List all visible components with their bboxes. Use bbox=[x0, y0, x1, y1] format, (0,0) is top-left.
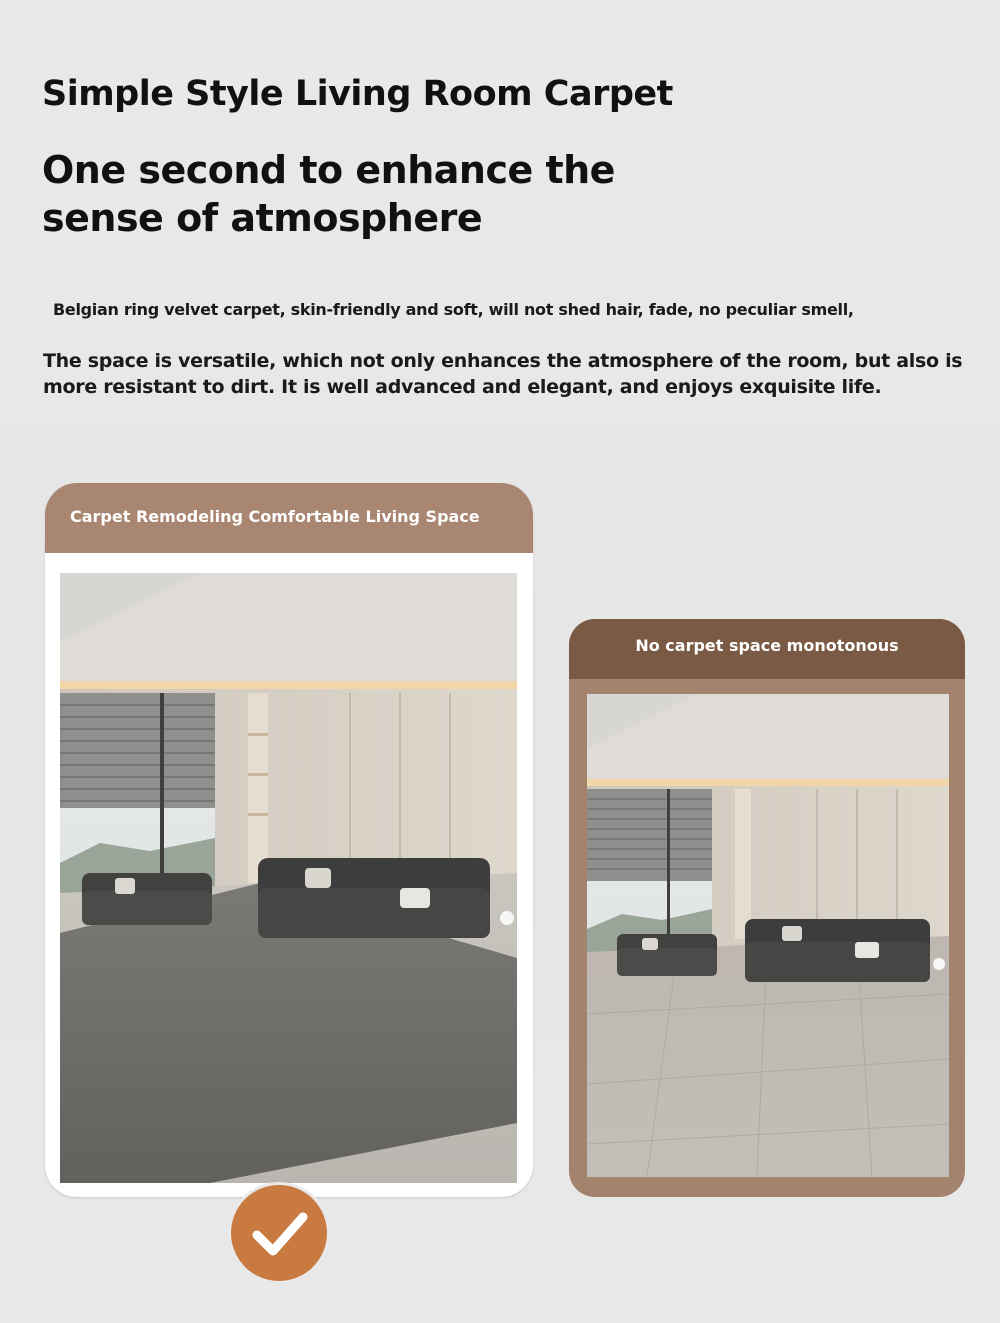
checkmark-badge bbox=[228, 1182, 330, 1284]
checkmark-icon bbox=[231, 1185, 327, 1281]
page-title: Simple Style Living Room Carpet bbox=[42, 74, 673, 114]
without-carpet-card bbox=[569, 619, 965, 1197]
with-carpet-label: Carpet Remodeling Comfortable Living Space bbox=[70, 507, 480, 526]
room-with-carpet-image bbox=[60, 573, 517, 1183]
description-line-1: Belgian ring velvet carpet, skin-friendly and soft, will not shed hair, fade, no peculiar smell, bbox=[53, 300, 854, 319]
description-line-2: The space is versatile, which not only enhances the atmosphere of the room, but also is more resistant to dirt. It is well advanced and elegant, and enjoys exquisite life. bbox=[43, 350, 963, 398]
page-subtitle: One second to enhance the sense of atmosphere bbox=[42, 148, 615, 240]
without-carpet-label: No carpet space monotonous bbox=[635, 636, 899, 655]
with-carpet-card bbox=[45, 483, 533, 1197]
room-without-carpet-image bbox=[587, 694, 949, 1177]
